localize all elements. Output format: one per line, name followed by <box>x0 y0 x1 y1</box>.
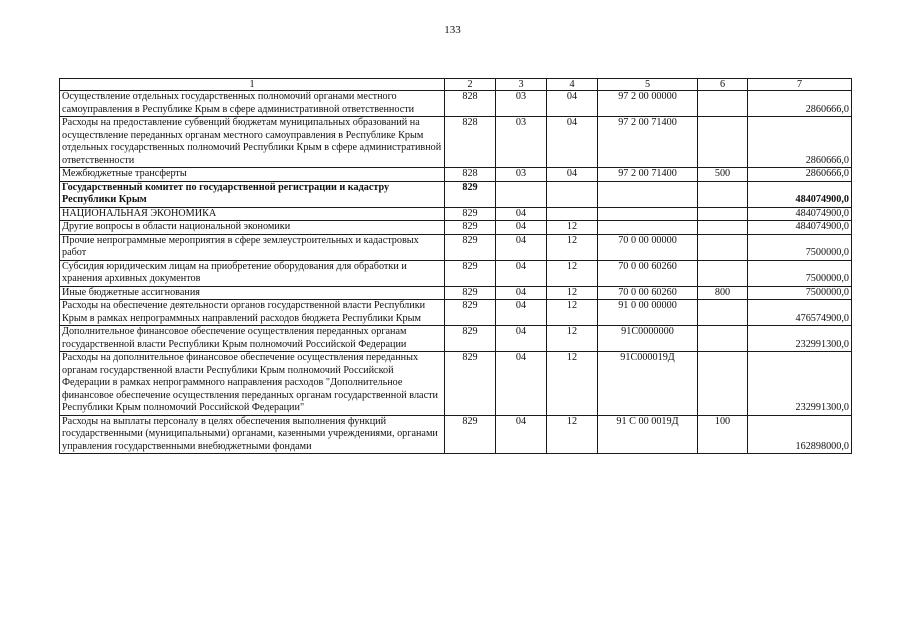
cell-amount: 2860666,0 <box>748 117 852 168</box>
cell-code: 829 <box>445 415 496 454</box>
cell-code: 829 <box>445 300 496 326</box>
cell-description: Межбюджетные трансферты <box>60 168 445 182</box>
header-cell-4: 4 <box>547 79 598 91</box>
table-row <box>60 326 852 352</box>
cell-code: 829 <box>445 326 496 352</box>
cell-expense-type <box>698 234 748 260</box>
cell-subsection <box>547 207 598 221</box>
cell-code: 829 <box>445 181 496 207</box>
table-header-row <box>60 79 852 91</box>
table-row <box>60 117 852 168</box>
cell-description: НАЦИОНАЛЬНАЯ ЭКОНОМИКА <box>60 207 445 221</box>
cell-expense-type <box>698 207 748 221</box>
cell-subsection <box>547 181 598 207</box>
cell-subsection: 12 <box>547 326 598 352</box>
cell-subsection: 12 <box>547 260 598 286</box>
cell-section: 04 <box>496 260 547 286</box>
cell-code: 829 <box>445 286 496 300</box>
cell-subsection: 04 <box>547 91 598 117</box>
cell-expense-type <box>698 221 748 235</box>
cell-description: Дополнительное финансовое обеспечение осуществления переданных органам государственной власти Республики Крым полномочий Российской Федерации <box>60 326 445 352</box>
cell-subsection: 12 <box>547 221 598 235</box>
cell-amount: 484074900,0 <box>748 221 852 235</box>
cell-subsection: 12 <box>547 415 598 454</box>
cell-target-article: 70 0 00 60260 <box>598 260 698 286</box>
cell-amount: 232991300,0 <box>748 352 852 416</box>
table-row <box>60 234 852 260</box>
cell-section: 04 <box>496 415 547 454</box>
table-row <box>60 415 852 454</box>
cell-amount: 484074900,0 <box>748 207 852 221</box>
cell-section: 04 <box>496 300 547 326</box>
header-cell-3: 3 <box>496 79 547 91</box>
cell-section: 03 <box>496 168 547 182</box>
table-row <box>60 352 852 416</box>
page-number: 133 <box>444 24 461 36</box>
cell-code: 829 <box>445 352 496 416</box>
cell-target-article: 70 0 00 00000 <box>598 234 698 260</box>
cell-code: 829 <box>445 234 496 260</box>
cell-target-article: 91С0000000 <box>598 326 698 352</box>
table-row <box>60 91 852 117</box>
cell-target-article <box>598 207 698 221</box>
cell-section <box>496 181 547 207</box>
cell-expense-type: 500 <box>698 168 748 182</box>
cell-description: Государственный комитет по государственной регистрации и кадастру Республики Крым <box>60 181 445 207</box>
cell-code: 828 <box>445 117 496 168</box>
cell-amount: 476574900,0 <box>748 300 852 326</box>
cell-expense-type <box>698 326 748 352</box>
cell-code: 829 <box>445 221 496 235</box>
cell-target-article: 97 2 00 00000 <box>598 91 698 117</box>
header-cell-5: 5 <box>598 79 698 91</box>
cell-target-article: 91 С 00 0019Д <box>598 415 698 454</box>
cell-section: 04 <box>496 234 547 260</box>
cell-amount: 2860666,0 <box>748 168 852 182</box>
table-row <box>60 260 852 286</box>
cell-subsection: 12 <box>547 352 598 416</box>
cell-section: 03 <box>496 91 547 117</box>
cell-code: 828 <box>445 91 496 117</box>
cell-section: 04 <box>496 352 547 416</box>
cell-description: Другие вопросы в области национальной экономики <box>60 221 445 235</box>
cell-section: 04 <box>496 221 547 235</box>
cell-amount: 7500000,0 <box>748 234 852 260</box>
cell-code: 829 <box>445 207 496 221</box>
cell-subsection: 04 <box>547 117 598 168</box>
cell-amount: 2860666,0 <box>748 91 852 117</box>
cell-target-article: 70 0 00 60260 <box>598 286 698 300</box>
cell-expense-type <box>698 300 748 326</box>
cell-description: Иные бюджетные ассигнования <box>60 286 445 300</box>
cell-target-article <box>598 181 698 207</box>
cell-expense-type: 800 <box>698 286 748 300</box>
table-row <box>60 168 852 182</box>
cell-expense-type <box>698 117 748 168</box>
cell-description: Прочие непрограммные мероприятия в сфере землеустроительных и кадастровых работ <box>60 234 445 260</box>
table-row <box>60 207 852 221</box>
cell-section: 04 <box>496 326 547 352</box>
cell-expense-type <box>698 352 748 416</box>
cell-section: 03 <box>496 117 547 168</box>
table-row <box>60 300 852 326</box>
header-cell-6: 6 <box>698 79 748 91</box>
cell-target-article: 91 0 00 00000 <box>598 300 698 326</box>
cell-description: Субсидия юридическим лицам на приобретение оборудования для обработки и хранения архивных документов <box>60 260 445 286</box>
cell-target-article: 97 2 00 71400 <box>598 168 698 182</box>
cell-description: Расходы на предоставление субвенций бюджетам муниципальных образований на осуществление переданных органам местного самоуправления в Республике Крым отдельных государственных полномочий Республики Крым в сфере административной ответственности <box>60 117 445 168</box>
cell-subsection: 12 <box>547 300 598 326</box>
cell-amount: 232991300,0 <box>748 326 852 352</box>
cell-description: Расходы на обеспечение деятельности органов государственной власти Республики Крым в рамках непрограммных направлений расходов бюджета Республики Крым <box>60 300 445 326</box>
cell-target-article: 91С000019Д <box>598 352 698 416</box>
table-row <box>60 221 852 235</box>
cell-code: 828 <box>445 168 496 182</box>
cell-code: 829 <box>445 260 496 286</box>
cell-amount: 162898000,0 <box>748 415 852 454</box>
header-cell-7: 7 <box>748 79 852 91</box>
cell-expense-type <box>698 260 748 286</box>
cell-subsection: 12 <box>547 234 598 260</box>
header-cell-1: 1 <box>60 79 445 91</box>
cell-expense-type: 100 <box>698 415 748 454</box>
cell-amount: 7500000,0 <box>748 286 852 300</box>
table-row <box>60 286 852 300</box>
cell-subsection: 12 <box>547 286 598 300</box>
cell-description: Расходы на дополнительное финансовое обеспечение осуществления переданных органам государственной власти Республики Крым полномочий Российской Федерации в рамках непрограммного направления расходов "Дополнительное финансовое обеспечение осуществления переданных органам государственной власти Республики Крым полномочий Российской Федерации" <box>60 352 445 416</box>
cell-target-article <box>598 221 698 235</box>
cell-target-article: 97 2 00 71400 <box>598 117 698 168</box>
cell-amount: 7500000,0 <box>748 260 852 286</box>
header-cell-2: 2 <box>445 79 496 91</box>
cell-amount: 484074900,0 <box>748 181 852 207</box>
cell-description: Осуществление отдельных государственных полномочий органами местного самоуправления в Республике Крым в сфере административной ответственности <box>60 91 445 117</box>
cell-subsection: 04 <box>547 168 598 182</box>
budget-table <box>59 78 852 454</box>
cell-expense-type <box>698 91 748 117</box>
cell-description: Расходы на выплаты персоналу в целях обеспечения выполнения функций государственными (муниципальными) органами, казенными учреждениями, органами управления государственными внебюджетными фондами <box>60 415 445 454</box>
cell-section: 04 <box>496 207 547 221</box>
cell-expense-type <box>698 181 748 207</box>
cell-section: 04 <box>496 286 547 300</box>
table-row <box>60 181 852 207</box>
